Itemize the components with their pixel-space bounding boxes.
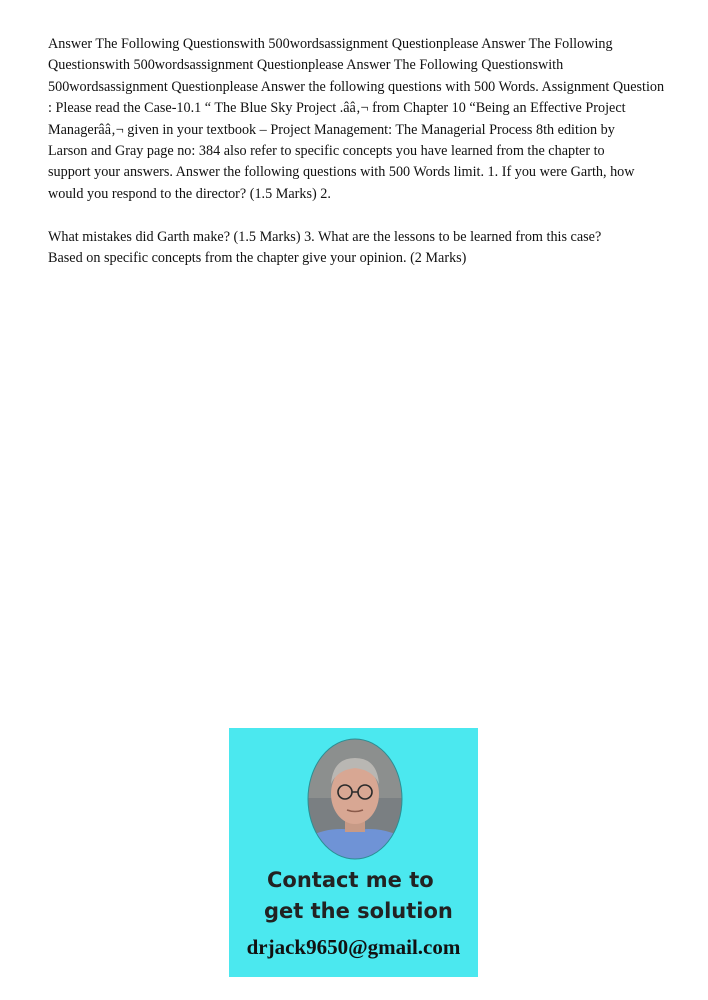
text-line: What mistakes did Garth make? (1.5 Marks) 3. What are the lessons to be learned from this case? [48, 228, 602, 245]
person-portrait-icon [307, 738, 403, 860]
text-line: : Please read the Case-10.1 “ The Blue Sky Project .ââ‚¬ from Chapter 10 “Being an Effective Project [48, 100, 626, 117]
contact-promo-banner [229, 728, 478, 977]
text-line: Answer The Following Questionswith 500wordsassignment Questionplease Answer The Following [48, 36, 613, 52]
text-line: Based on specific concepts from the chapter give your opinion. (2 Marks) [48, 250, 467, 267]
text-line: would you respond to the director? (1.5 Marks) 2. [48, 185, 331, 202]
text-line: support your answers. Answer the following questions with 500 Words limit. 1. If you were Garth, how [48, 164, 635, 181]
contact-heading-line-2: get the solution [264, 899, 453, 923]
contact-email[interactable]: drjack9650@gmail.com [246, 935, 461, 959]
assignment-text [48, 34, 672, 269]
text-line: Questionswith 500wordsassignment Questionplease Answer The Following Questionswith [48, 57, 564, 74]
text-line: Managerââ‚¬ given in your textbook – Project Management: The Managerial Process 8th edition by [48, 121, 615, 138]
paragraph-gap [48, 205, 672, 226]
contact-heading-line-1: Contact me to [267, 868, 434, 892]
text-line: Larson and Gray page no: 384 also refer to specific concepts you have learned from the chapter to [48, 143, 605, 160]
text-line: 500wordsassignment Questionplease Answer the following questions with 500 Words. Assignment Question [48, 78, 665, 95]
